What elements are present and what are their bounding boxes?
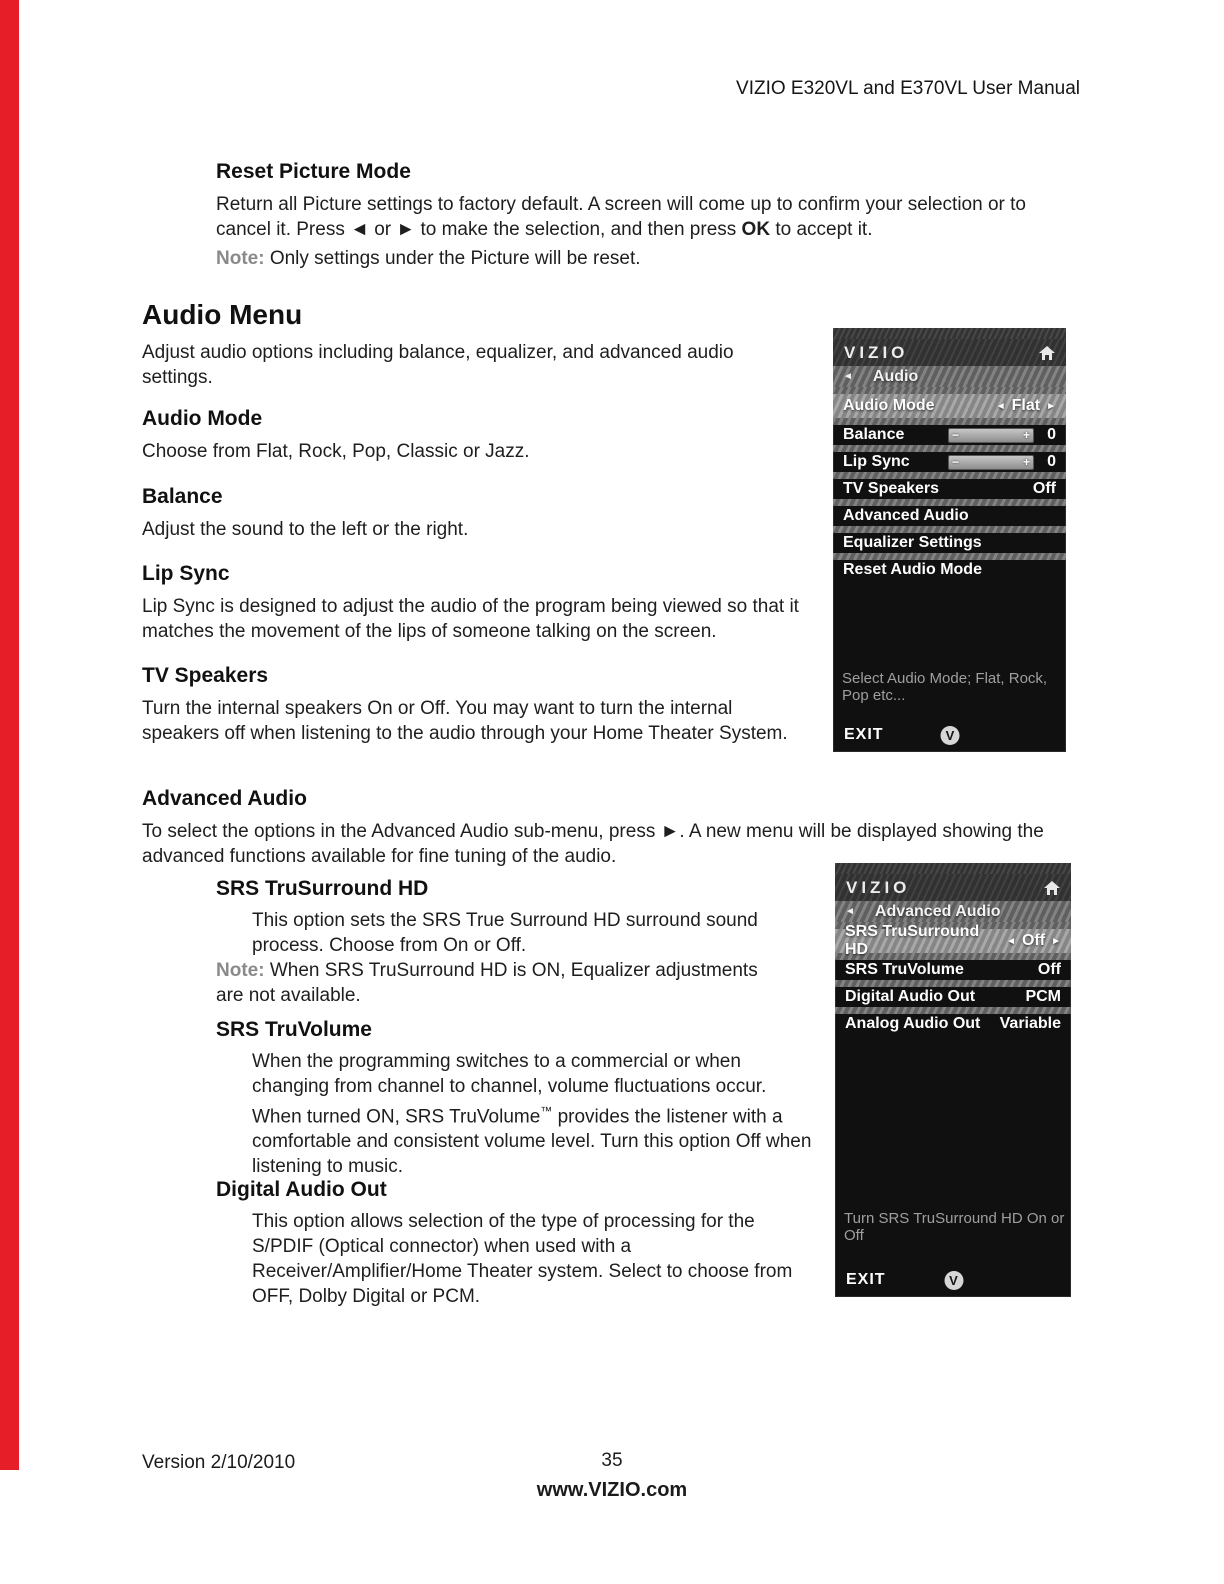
note-text: When SRS TruSurround HD is ON, Equalizer adjustments are not available. (216, 960, 758, 1006)
osd-row-label: SRS TruVolume (845, 961, 964, 978)
osd-back-label: Advanced Audio (874, 902, 1001, 920)
reset-picture-body-run1: Return all Picture settings to factory default. A screen will come up to confirm your selection or to cancel it. Press (216, 194, 1026, 240)
osd-top-edge (835, 863, 1071, 874)
osd-separator (833, 499, 1066, 506)
srs-truvolume-body-run2: provides the listener with a comfortable and consistent volume level. Turn this option Off when listening to music. (252, 1106, 812, 1178)
osd-row-label: Reset Audio Mode (843, 561, 982, 578)
osd-hint-text: Select Audio Mode; Flat, Rock, Pop etc... (842, 670, 1048, 704)
osd-separator (833, 472, 1066, 479)
lip-sync-body: Lip Sync is designed to adjust the audio of the program being viewed so that it matches the movement of the lips of someone talking on the screen. (142, 596, 799, 642)
osd-row-label: Advanced Audio (843, 507, 969, 524)
slider-plus: + (1022, 428, 1030, 442)
reset-picture-body (216, 192, 1072, 242)
value-right-arrow-icon: ► (1046, 400, 1056, 412)
audio-mode-body: Choose from Flat, Rock, Pop, Classic or Jazz. (142, 441, 530, 462)
osd-row-label: Digital Audio Out (845, 988, 976, 1005)
osd-row-label: Lip Sync (843, 453, 910, 470)
srs-trusurround-body: This option sets the SRS True Surround HD surround sound process. Choose from On or Off. (252, 910, 758, 956)
doc-header-title: VIZIO E320VL and E370VL User Manual (736, 78, 1080, 99)
srs-truvolume-body (252, 1049, 814, 1179)
osd-separator (835, 980, 1071, 987)
value-left-arrow-icon: ◄ (1006, 935, 1016, 947)
osd-hint-text: Turn SRS TruSurround HD On or Off (844, 1210, 1065, 1244)
lip-sync-heading: Lip Sync (142, 562, 230, 585)
home-icon (1044, 881, 1060, 895)
reset-picture-note (216, 246, 1072, 271)
osd-row-label: SRS TruSurround HD (845, 923, 980, 958)
osd-exit-bar (846, 1269, 1061, 1291)
osd-row-value: Off (1037, 961, 1061, 978)
osd-brand-bar (835, 874, 1071, 901)
osd-row-digital-audio-out (835, 987, 1071, 1007)
osd-row-audio-mode (833, 394, 1066, 418)
tv-speakers-body: Turn the internal speakers On or Off. You may want to turn the internal speakers off when listening to the audio through your Home Theater System. (142, 698, 788, 744)
home-icon (1039, 346, 1055, 360)
osd-row-balance (833, 425, 1066, 445)
osd-row-equalizer-settings (833, 533, 1066, 553)
osd-row-value: Off (1021, 932, 1046, 949)
tv-speakers-heading: TV Speakers (142, 664, 269, 687)
left-arrow-glyph: ◄ (350, 219, 369, 240)
osd-row-lip-sync (833, 452, 1066, 472)
exit-label: EXIT (846, 1271, 886, 1288)
osd-separator (833, 418, 1066, 425)
osd-row-label: TV Speakers (843, 480, 940, 497)
osd-row-srs-truvolume (835, 960, 1071, 980)
reset-picture-body-run2: or (368, 219, 397, 240)
page-edge-red-stripe (0, 0, 19, 1470)
exit-label: EXIT (844, 726, 884, 743)
osd-row-tv-speakers (833, 479, 1066, 499)
note-label: Note: (216, 960, 265, 981)
osd-row-label: Balance (843, 426, 905, 443)
srs-trusurround-note (216, 958, 764, 1008)
srs-trusurround-heading: SRS TruSurround HD (216, 877, 429, 900)
advanced-audio-heading: Advanced Audio (142, 787, 307, 810)
osd-row-value: Flat (1011, 397, 1041, 414)
osd-row-analog-audio-out (835, 1014, 1071, 1034)
osd-separator (835, 1007, 1071, 1014)
osd-row-value: 0 (1047, 453, 1056, 470)
digital-audio-out-body: This option allows selection of the type of processing for the S/PDIF (Optical connector) when used with a Receiver/Amplifier/Home Theater system. Select to choose from OFF, Dolby Digital or PCM. (252, 1211, 793, 1307)
audio-menu-heading: Audio Menu (142, 299, 303, 330)
value-right-arrow-icon: ► (1051, 935, 1061, 947)
digital-audio-out-heading: Digital Audio Out (216, 1178, 387, 1201)
vizio-v-icon: V (941, 726, 960, 745)
osd-separator (833, 387, 1066, 394)
ok-keyword: OK (741, 219, 771, 240)
vizio-v-icon: V (944, 1271, 963, 1290)
footer-website: www.VIZIO.com (536, 1479, 688, 1501)
lip-sync-slider (948, 455, 1034, 470)
vizio-logo: VIZIO (846, 877, 911, 897)
vizio-logo: VIZIO (844, 342, 909, 362)
osd-separator (833, 445, 1066, 452)
osd-row-label: Equalizer Settings (843, 534, 982, 551)
advanced-audio-body-run2: . A new menu will be displayed showing the advanced functions available for fine tuning of the audio. (142, 821, 1044, 867)
note-label: Note: (216, 248, 265, 269)
osd-row-srs-trusurround (835, 923, 1071, 958)
osd-exit-bar (844, 724, 1056, 746)
back-arrow-icon: ◄ (845, 906, 855, 917)
slider-plus: + (1022, 455, 1030, 469)
audio-menu-intro: Adjust audio options including balance, equalizer, and advanced audio settings. (142, 342, 734, 388)
balance-heading: Balance (142, 485, 223, 508)
trademark-glyph: ™ (540, 1104, 553, 1118)
osd-row-reset-audio-mode (833, 560, 1066, 580)
osd-advanced-audio-menu (835, 863, 1071, 1297)
osd-separator (833, 553, 1066, 560)
footer-version: Version 2/10/2010 (142, 1452, 296, 1473)
value-left-arrow-icon: ◄ (995, 400, 1006, 412)
right-arrow-glyph: ► (660, 821, 680, 842)
osd-row-label: Audio Mode (843, 397, 935, 414)
slider-minus: − (952, 455, 960, 469)
osd-row-advanced-audio (833, 506, 1066, 526)
footer-page-number: 35 (601, 1450, 623, 1471)
osd-back-bar (835, 901, 1071, 922)
advanced-audio-body-run1: To select the options in the Advanced Audio sub-menu, press (142, 821, 661, 842)
osd-audio-menu (833, 328, 1066, 752)
osd-top-edge (833, 328, 1066, 339)
srs-truvolume-heading: SRS TruVolume (216, 1018, 372, 1041)
balance-slider (948, 428, 1034, 443)
reset-picture-body-run4: to accept it. (770, 219, 873, 240)
audio-mode-heading: Audio Mode (142, 407, 263, 430)
right-arrow-glyph: ► (396, 219, 416, 240)
osd-back-label: Audio (872, 367, 919, 385)
srs-truvolume-body-run1: When the programming switches to a commercial or when changing from channel to channel, volume fluctuations occur. When turned ON, SRS TruVolume (252, 1051, 767, 1128)
osd-row-label: Analog Audio Out (845, 1015, 981, 1032)
slider-minus: − (952, 428, 960, 442)
advanced-audio-body (142, 819, 1072, 869)
back-arrow-icon: ◄ (843, 371, 853, 382)
osd-brand-bar (833, 339, 1066, 366)
osd-separator (833, 526, 1066, 533)
osd-row-value: PCM (1025, 988, 1061, 1005)
osd-row-value: Variable (999, 1015, 1061, 1032)
reset-picture-heading: Reset Picture Mode (216, 160, 411, 183)
osd-row-value: 0 (1047, 426, 1056, 443)
balance-body: Adjust the sound to the left or the right. (142, 519, 469, 540)
osd-back-bar (833, 366, 1066, 387)
reset-picture-body-run3: to make the selection, and then press (415, 219, 742, 240)
osd-row-value: Off (1032, 480, 1056, 497)
note-text: Only settings under the Picture will be reset. (264, 248, 641, 269)
